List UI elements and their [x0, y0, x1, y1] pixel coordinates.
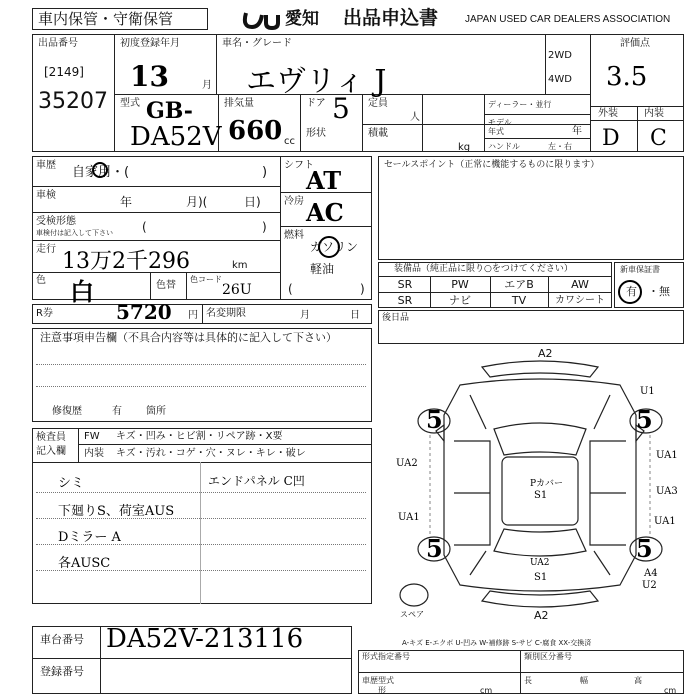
dealer-label: ディーラー・並行	[488, 100, 552, 109]
diagram-bottom-label: A2	[534, 609, 549, 622]
capacity-unit: 人	[410, 112, 420, 123]
spec-type-class: 類別区分番号	[524, 652, 572, 661]
equip-r2-0: SR	[397, 294, 413, 307]
equip-r2-1: ナビ	[449, 294, 471, 307]
equip-r1-0: SR	[397, 278, 413, 291]
diagram-roof-value: S1	[534, 490, 548, 501]
inspector-line-1: シミ	[58, 476, 85, 491]
body-shape-label: 形状	[306, 128, 326, 139]
fuel-label: 燃料	[284, 230, 304, 241]
recycle-value: 5720	[116, 300, 172, 324]
history-label: 車歴	[36, 160, 56, 171]
registration-month-unit: 月	[202, 80, 212, 91]
ju-logo	[240, 9, 288, 31]
warranty-none: ・無	[648, 285, 670, 298]
inspector-row1-head: FW	[84, 431, 100, 442]
diagram-bottom-right-0: A4	[644, 568, 658, 579]
lot-label: 出品番号	[38, 38, 78, 49]
transfer-paren-close: )	[262, 220, 267, 234]
tire-digit-rl: 5	[426, 534, 443, 563]
displacement-value: 660	[228, 116, 283, 146]
capacity-label: 定員	[368, 98, 388, 109]
sales-point-label: セールスポイント（正常に機能するものに限ります）	[384, 160, 600, 170]
spec-kei: 形	[378, 686, 386, 695]
repair-parts: 箇所	[146, 406, 166, 417]
lot-bracket-number: [2149]	[44, 65, 84, 79]
history-circle-mark	[92, 162, 108, 178]
history-close: )	[262, 165, 268, 180]
chassis-label: 車台番号	[40, 633, 84, 646]
association-name: JAPAN USED CAR DEALERS ASSOCIATION	[465, 14, 671, 25]
equip-r2-3: カワシート	[555, 295, 605, 306]
spec-reg-date: 車歴型式	[362, 676, 394, 685]
registration-label: 初度登録年月	[120, 38, 180, 49]
expiry-month: 月	[300, 310, 310, 321]
spec-model-class: 形式指定番号	[362, 652, 410, 661]
transfer-sub: 車検付は記入して下さい	[36, 229, 113, 237]
inspection-label: 車検	[36, 190, 56, 201]
rating-interior-value: C	[650, 126, 667, 151]
diagram-right-mark-1: UA1	[656, 450, 678, 461]
diagram-top-label: A2	[538, 347, 553, 360]
inspector-line-5: 各AUSC	[58, 556, 111, 571]
diagram-roof-note: Pカバー	[530, 479, 564, 489]
equip-r2-2: TV	[511, 294, 527, 307]
color-code-label: 色コード	[190, 275, 222, 284]
model-year-unit: 年	[572, 126, 582, 137]
inspector-line-3: 下廻りS、荷室AUS	[58, 504, 175, 519]
registration-year-value: 13	[130, 60, 169, 93]
model-year-label: モデル年式	[488, 118, 512, 136]
shift-label: シフト	[284, 160, 314, 171]
repair-label: 修復歴	[52, 406, 82, 417]
inspector-row2-items: キズ・汚れ・コゲ・穴・ヌレ・キレ・破レ	[116, 448, 306, 459]
tire-digit-fl: 5	[426, 405, 443, 434]
model-label: 型式	[120, 98, 140, 109]
ac-value: AC	[306, 198, 344, 227]
after-note-label: 後日品	[382, 313, 410, 323]
equip-r1-2: エアB	[504, 278, 534, 291]
model-value-line1: GB-	[146, 98, 193, 124]
form-title: 出品申込書	[343, 7, 439, 29]
mileage-unit: km	[232, 260, 248, 271]
transfer-paren-open: (	[142, 220, 147, 234]
tire-digit-fr: 5	[636, 405, 653, 434]
equipment-label: 装備品（純正品に限り○をつけてください）	[394, 264, 573, 274]
tire-digit-rr: 5	[636, 534, 653, 563]
fuel-gas: ガソリン	[310, 240, 359, 254]
sales-point-frame	[378, 156, 684, 260]
spec-unit-cm-2: cm	[664, 686, 677, 695]
shift-value: AT	[306, 166, 342, 195]
equip-r1-1: PW	[451, 278, 469, 291]
storage-label: 車内保管・守衛保管	[38, 10, 174, 28]
repair-value: 有	[112, 406, 122, 417]
diagram-right-mark-3: UA1	[654, 516, 676, 527]
lot-number: 35207	[38, 89, 108, 114]
rating-value: 3.5	[606, 62, 648, 92]
spec-width: 幅	[580, 676, 588, 685]
rating-interior-label: 内装	[644, 108, 664, 119]
expiry-day: 日	[350, 310, 360, 321]
color-value: 白	[70, 277, 94, 306]
load-label: 積載	[368, 128, 388, 139]
ju-logo-icon	[240, 9, 288, 31]
fuel-diesel: 軽油	[310, 262, 335, 276]
spec-unit-cm: cm	[480, 686, 493, 695]
chassis-value: DA52V-213116	[106, 624, 304, 654]
inspector-label-2: 記入欄	[36, 446, 66, 457]
inspector-line-4: Dミラー A	[58, 530, 121, 545]
recycle-label: R券	[36, 308, 53, 319]
equip-r1-3: AW	[571, 278, 589, 291]
org-name: 愛知	[285, 9, 319, 29]
car-name-label: 車名・グレード	[222, 38, 292, 49]
diagram-left-mark-0: UA2	[396, 458, 418, 469]
notes-label: 注意事項申告欄（不具合内容等は具体的に記入して下さい）	[40, 331, 337, 344]
diagram-right-mark-0: U1	[640, 386, 655, 397]
ac-label: 冷房	[284, 196, 304, 207]
color-label: 色	[36, 275, 46, 286]
recycle-unit: 円	[188, 310, 198, 321]
warranty-have: 有	[626, 285, 637, 298]
mileage-hand-value: 13万2千296	[62, 249, 190, 274]
inspection-month-day: 月)(	[186, 195, 208, 209]
diagram-rear-value: S1	[534, 572, 548, 583]
diagram-rear-note: UA2	[530, 558, 550, 568]
handle-options: 左・右	[548, 142, 572, 151]
mileage-label: 走行	[36, 244, 56, 255]
diagram-spare-label: スペア	[400, 610, 424, 619]
diagram-right-mark-2: UA3	[656, 486, 678, 497]
inspector-line-2: エンドパネル C凹	[208, 474, 305, 488]
fuel-paren-open: (	[288, 282, 293, 296]
color-code-value: 26U	[222, 282, 252, 298]
history-value: 自家用・(	[72, 165, 130, 180]
spec-height: 高	[634, 676, 642, 685]
warranty-label: 新車保証書	[620, 265, 660, 274]
expiry-label: 名変期限	[206, 308, 246, 319]
displacement-label: 排気量	[224, 98, 254, 109]
spec-length: 長	[524, 676, 532, 685]
diagram-left-mark-1: UA1	[398, 512, 420, 523]
fuel-gas-circle-mark	[318, 236, 340, 258]
inspector-label-1: 検査員	[36, 432, 66, 443]
transfer-label: 受検形態	[36, 216, 76, 227]
inspection-year: 年	[120, 195, 133, 209]
doors-value: 5	[332, 92, 350, 125]
load-unit: kg	[458, 142, 471, 153]
handle-label: ハンドル	[488, 142, 520, 151]
drive-2wd: 2WD	[548, 50, 572, 61]
inspector-row1-items: キズ・凹み・ヒビ割・リペア跡・X要	[116, 431, 283, 442]
warranty-circle-mark	[618, 280, 642, 304]
car-name-value: エヴリィ J	[246, 64, 387, 99]
model-value-line2: DA52V	[130, 122, 222, 152]
drive-4wd: 4WD	[548, 74, 572, 85]
displacement-unit: cc	[284, 136, 295, 147]
after-note-frame	[378, 310, 684, 344]
rating-label: 評価点	[620, 38, 650, 49]
color-change-label: 色替	[156, 280, 176, 291]
rating-exterior-value: D	[602, 126, 620, 151]
rating-exterior-label: 外装	[598, 108, 618, 119]
inspection-day: 日)	[244, 195, 261, 209]
diagram-bottom-right-1: U2	[642, 580, 657, 591]
doors-label: ドア	[306, 98, 326, 109]
inspector-row2-head: 内装	[84, 448, 104, 459]
fuel-paren-close: )	[360, 282, 365, 296]
registration-number-label: 登録番号	[40, 665, 84, 678]
legend-line: A-キズ E-エクボ U-凹み W-補修跡 S-サビ C-腐食 XX-交換済	[402, 639, 592, 647]
